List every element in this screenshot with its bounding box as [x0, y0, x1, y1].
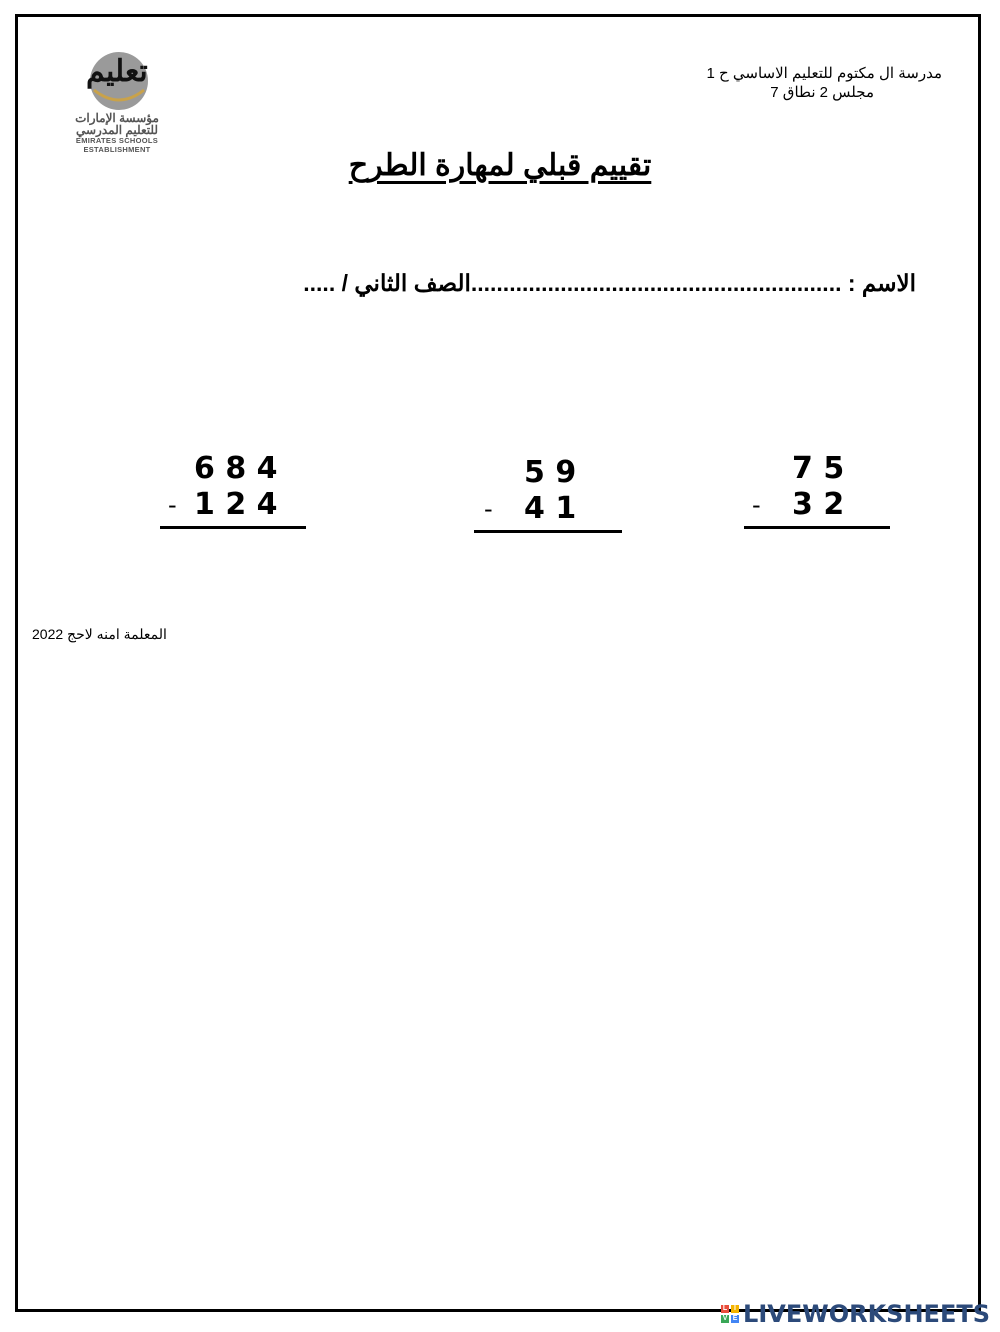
school-header [622, 64, 942, 102]
answer-line [474, 530, 622, 533]
subtraction-problem [744, 452, 890, 536]
subtrahend: 4 1 [524, 491, 577, 526]
emirates-schools-logo [72, 50, 162, 160]
minus-sign: - [752, 491, 761, 519]
answer-line [744, 526, 890, 529]
logo-block: I [731, 1305, 739, 1313]
liveworksheets-logo-icon [720, 1304, 740, 1324]
logo-org-english-line1: EMIRATES SCHOOLS [75, 136, 159, 145]
minuend: 5 9 [524, 455, 577, 490]
logo-wordmark: تعليم [86, 54, 148, 89]
logo-org-arabic: مؤسسة الإمارات للتعليم المدرسي [75, 111, 159, 137]
teacher-note: المعلمة امنه لاحج 2022 [32, 626, 167, 642]
minus-sign: - [484, 495, 493, 523]
minuend: 6 8 4 [194, 451, 278, 486]
school-council: مجلس 2 نطاق 7 [770, 84, 874, 101]
watermark-text: LIVEWORKSHEETS [743, 1300, 990, 1328]
logo-org-english-line2: ESTABLISHMENT [83, 145, 151, 154]
liveworksheets-watermark [720, 1300, 990, 1328]
school-name: مدرسة ال مكتوم للتعليم الاساسي ح 1 [706, 65, 942, 82]
subtraction-problem [160, 452, 306, 536]
minuend: 7 5 [792, 451, 845, 486]
subtraction-problem [474, 456, 622, 540]
minus-sign: - [168, 491, 177, 519]
logo-block: E [732, 1315, 738, 1322]
page-title: تقييم قبلي لمهارة الطرح [348, 149, 652, 182]
logo-block: L [722, 1305, 728, 1312]
answer-line [160, 526, 306, 529]
subtrahend: 3 2 [792, 487, 845, 522]
subtrahend: 1 2 4 [194, 487, 278, 522]
page-border [15, 14, 981, 1312]
logo-block: V [722, 1315, 728, 1322]
student-name-grade-line: الاسم : ..........................................................الصف الثاني / ..... [303, 270, 916, 296]
